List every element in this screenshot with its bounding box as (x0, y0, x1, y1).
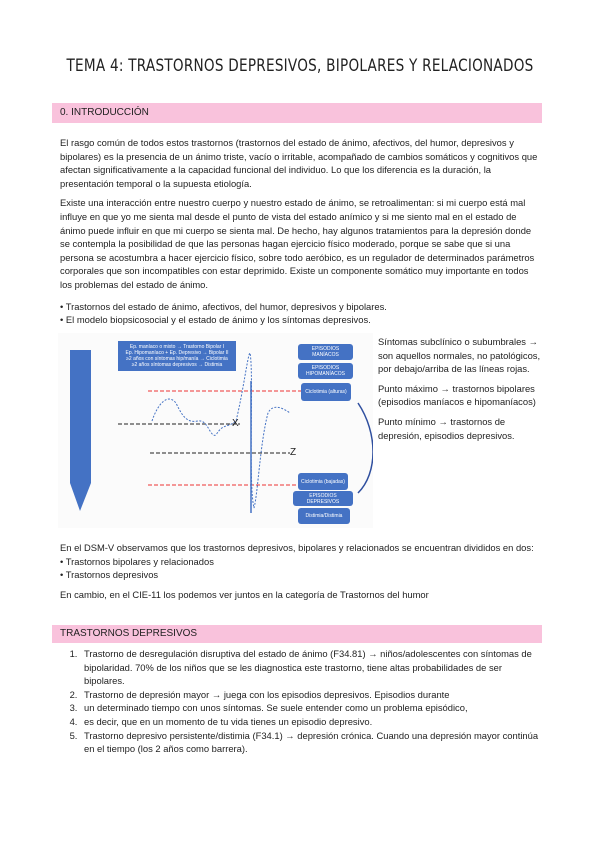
mood-diagram (58, 333, 373, 528)
list-item: 4. es decir, que en un momento de tu vida tienes un episodio depresivo. (80, 715, 542, 729)
bullet: • Trastornos bipolares y relacionados (60, 555, 214, 567)
box-manic: EPISODIOS MANÍACOS (298, 344, 353, 360)
list-item: 3. un determinado tiempo con unos síntomas. Se suele entender como un problema episódico, (80, 701, 542, 715)
section-heading-depressive (52, 625, 542, 643)
paragraph: En el DSM-V observamos que los trastornos depresivos, bipolares y relacionados se encuentran divididos en dos: (60, 542, 534, 553)
paragraph: Existe una interacción entre nuestro cuerpo y nuestro estado de ánimo, se retroalimentan: si mi cuerpo está mal influye en que yo me sienta mal desde el punto de vista del estado anímico y si me siento mal en el estado de ánimo puede influir en que mi cuerpo se sienta mal. De hecho, hay algunos tratamientos para la depresión donde se contempla la posibilidad de que las personas hagan ejercicio físico moderado, porque se sabe que si una persona se acostumbra a hacer ejercicio físico, sobre todo aeróbico, es un regulador de determinados parámetros corporales que son incompatibles con estar deprimido. Existe un componente somático muy importante en todos los problemas del estado de ánimo. (60, 197, 535, 290)
section-heading-intro (52, 103, 542, 123)
box-dysthymia: Distimia/Distimia (298, 508, 350, 524)
legend-box (118, 341, 236, 371)
note: Punto mínimo → trastornos de depresión, episodios depresivos. (378, 415, 515, 441)
legend-line: ≥2 años síntomas depresivos → Distimia (131, 362, 223, 368)
legend-line: ≥2 años con síntomas hip/manía → Ciclotimia (126, 356, 228, 362)
depressive-list (58, 647, 542, 756)
bullet: • El modelo biopsicosocial y el estado de ánimo y los síntomas depresivos. (60, 314, 371, 326)
list-item: 5. Trastorno depresivo persistente/distimia (F34.1) → depresión crónica. Cuando una depresión mayor continúa en el tiempo (los 2 años como barrera). (80, 729, 542, 756)
bullet: • Trastornos del estado de ánimo, afectivos, del humor, depresivos y bipolares. (60, 300, 387, 312)
cycle-arrow (358, 403, 373, 493)
note: Punto máximo → trastornos bipolares (episodios maníacos e hipomaníacos) (378, 382, 536, 408)
list-item: 2. Trastorno de depresión mayor → juega con los episodios depresivos. Episodios durante (80, 688, 542, 702)
legend-line: Ep. maníaco o mixto → Trastorno Bipolar I (129, 344, 225, 350)
legend-line: Ep. Hipomaníaco + Ep. Depresivo → Bipolar II (125, 350, 229, 356)
list-item: 1. Trastorno de desregulación disruptiva del estado de ánimo (F34.81) → niños/adolescentes con síntomas de bipolaridad. 70% de los niños que se les diagnostica este trastorno, tiene altas probabilidades de ser bipolares. (80, 647, 542, 688)
box-cyclothymia-high: Ciclotimia (alturas) (301, 383, 351, 401)
intro-text (60, 136, 540, 327)
box-depressive: EPISODIOS DEPRESIVOS (293, 491, 353, 506)
diagram-notes (378, 335, 543, 448)
note: Síntomas subclínico o subumbrales → son aquellos normales, no patológicos, por debajo/arriba de las líneas rojas. (378, 336, 541, 375)
marker-z: Z (290, 447, 297, 458)
box-cyclothymia-low: Ciclotimia (bajadas) (298, 473, 348, 490)
section-heading-text: 0. INTRODUCCIÓN (60, 107, 149, 118)
arrow-shape (70, 350, 91, 511)
page-title: TEMA 4: TRASTORNOS DEPRESIVOS, BIPOLARES Y RELACIONADOS (66, 56, 534, 76)
paragraph: En cambio, en el CIE-11 los podemos ver juntos en la categoría de Trastornos del humor (60, 588, 429, 600)
section-heading-text: TRASTORNOS DEPRESIVOS (60, 628, 198, 639)
box-hypomanic: EPISODIOS HIPOMANÍACOS (298, 363, 353, 379)
bullet: • Trastornos depresivos (60, 569, 159, 581)
paragraph: El rasgo común de todos estos trastornos (trastornos del estado de ánimo, afectivos, del humor, depresivos y bipolares) es la presencia de un ánimo triste, vacío o irritable, acompañado de cambios somáticos y cognitivos que afectan significativamente a la capacidad funcional del individuo. Lo que los diferencia es la duración, la presentación temporal o la supuesta etiología. (60, 137, 538, 189)
marker-x: X (232, 418, 239, 429)
dsm-text (60, 541, 540, 601)
